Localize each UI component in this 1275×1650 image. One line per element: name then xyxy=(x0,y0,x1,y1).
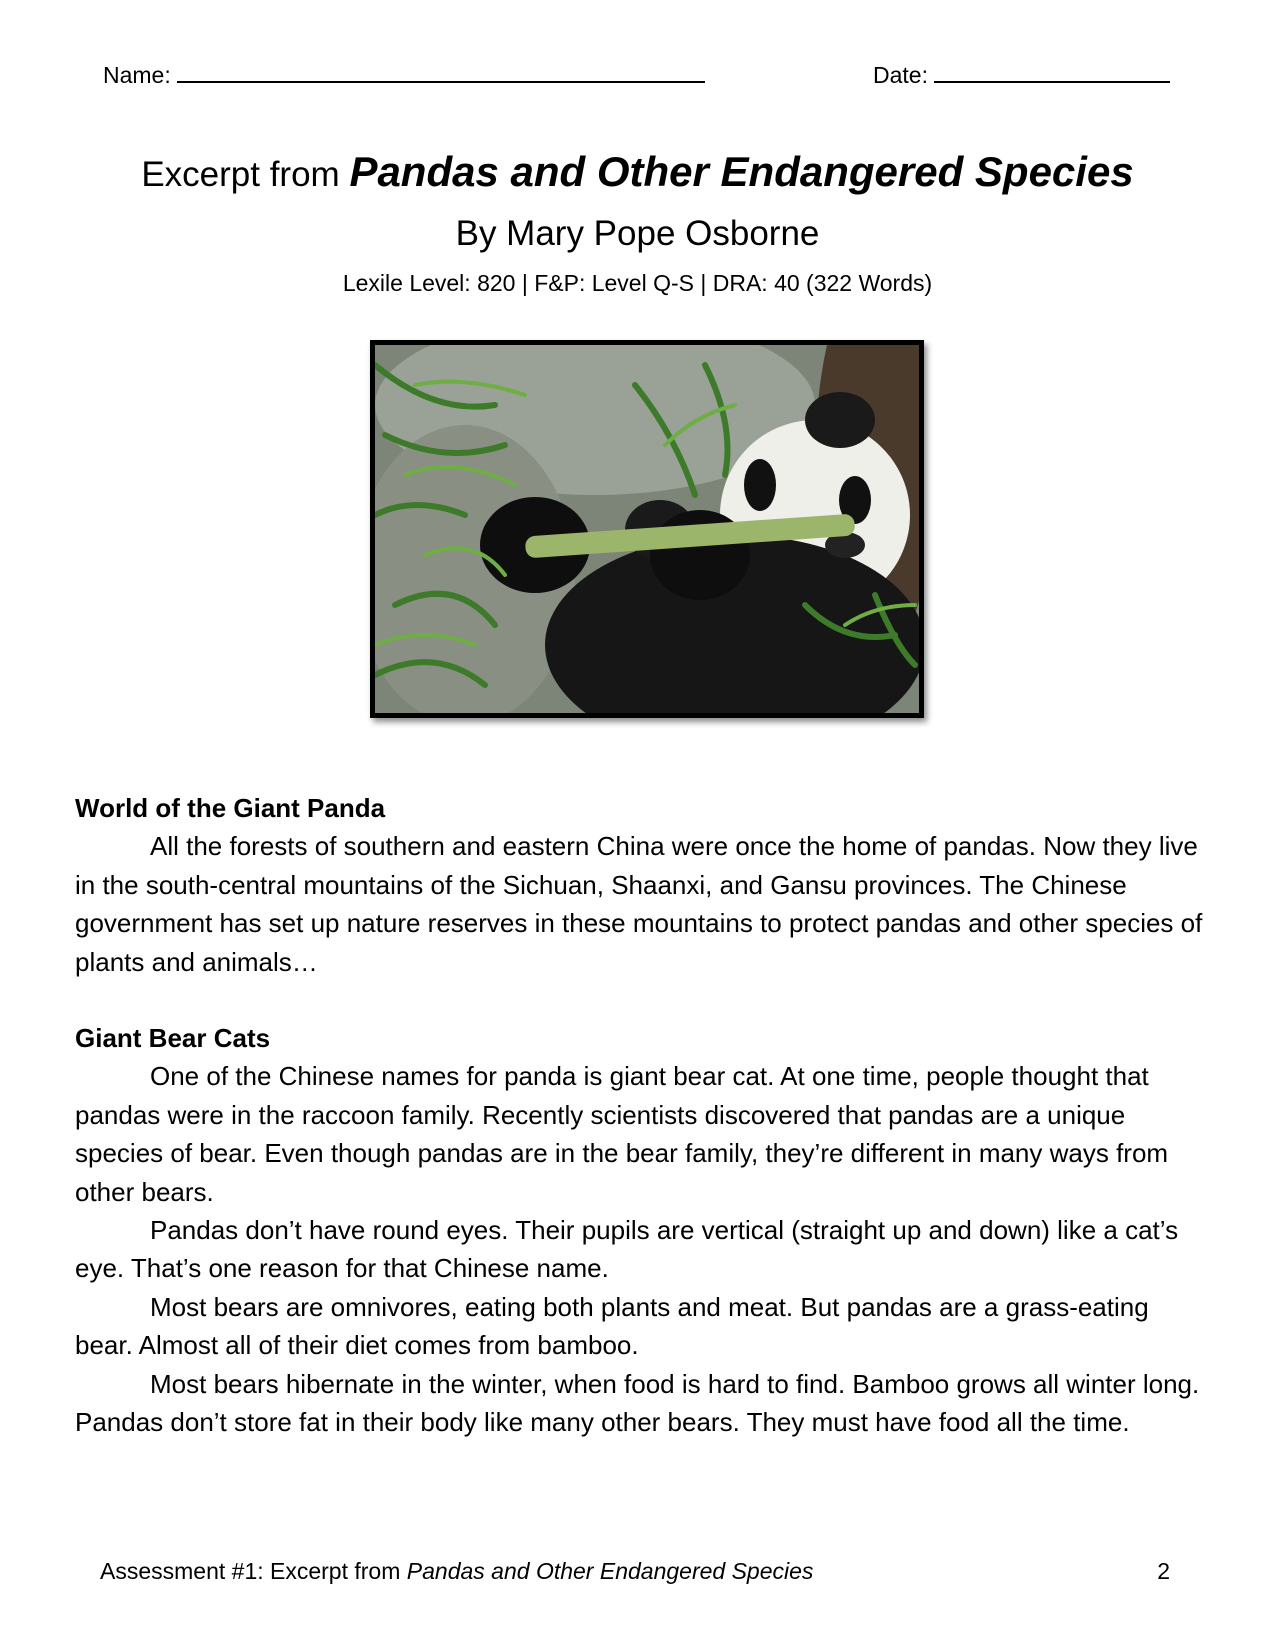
date-field[interactable] xyxy=(873,60,1170,90)
section-giant-bear-cats xyxy=(75,1019,1205,1441)
byline: By Mary Pope Osborne xyxy=(455,214,820,253)
name-blank-line[interactable] xyxy=(177,61,705,83)
name-label: Name: xyxy=(103,62,171,88)
reading-levels: Lexile Level: 820 | F&P: Level Q-S | DRA: 40 (322 Words) xyxy=(342,270,933,296)
footer-book-title: Pandas and Other Endangered Species xyxy=(406,1558,814,1584)
page-footer xyxy=(100,1556,1170,1586)
page-title xyxy=(0,148,1275,199)
paragraph: All the forests of southern and eastern China were once the home of pandas. Now they live in the south-central mountains of the Sichuan, Shaanxi, and Gansu provinces. The Chinese government has set up nature reserves in these mountains to protect pandas and other species of plants and animals… xyxy=(75,831,1203,977)
book-title: Pandas and Other Endangered Species xyxy=(349,148,1134,195)
section-heading: World of the Giant Panda xyxy=(75,793,386,823)
date-blank-line[interactable] xyxy=(934,61,1170,83)
panda-photo xyxy=(370,340,924,718)
paragraph: Pandas don’t have round eyes. Their pupils are vertical (straight up and down) like a cat’s eye. That’s one reason for that Chinese name. xyxy=(75,1215,1179,1284)
paragraph: One of the Chinese names for panda is giant bear cat. At one time, people thought that pandas were in the raccoon family. Recently scientists discovered that pandas are a unique species of bear. Even though pandas are in the bear family, they’re different in many ways from other bears. xyxy=(75,1061,1169,1207)
section-heading: Giant Bear Cats xyxy=(75,1023,271,1053)
date-label: Date: xyxy=(873,62,928,88)
footer-prefix: Assessment #1: Excerpt from xyxy=(100,1558,401,1584)
paragraph: Most bears hibernate in the winter, when food is hard to find. Bamboo grows all winter long. Pandas don’t store fat in their body like many other bears. They must have food all the time. xyxy=(75,1368,1200,1438)
title-prefix: Excerpt from xyxy=(141,155,340,194)
paragraph: Most bears are omnivores, eating both plants and meat. But pandas are a grass-eating bear. Almost all of their diet comes from bamboo. xyxy=(75,1291,1149,1361)
name-field[interactable] xyxy=(103,60,705,90)
section-world-of-the-giant-panda xyxy=(75,789,1205,981)
page-number: 2 xyxy=(1157,1558,1170,1584)
